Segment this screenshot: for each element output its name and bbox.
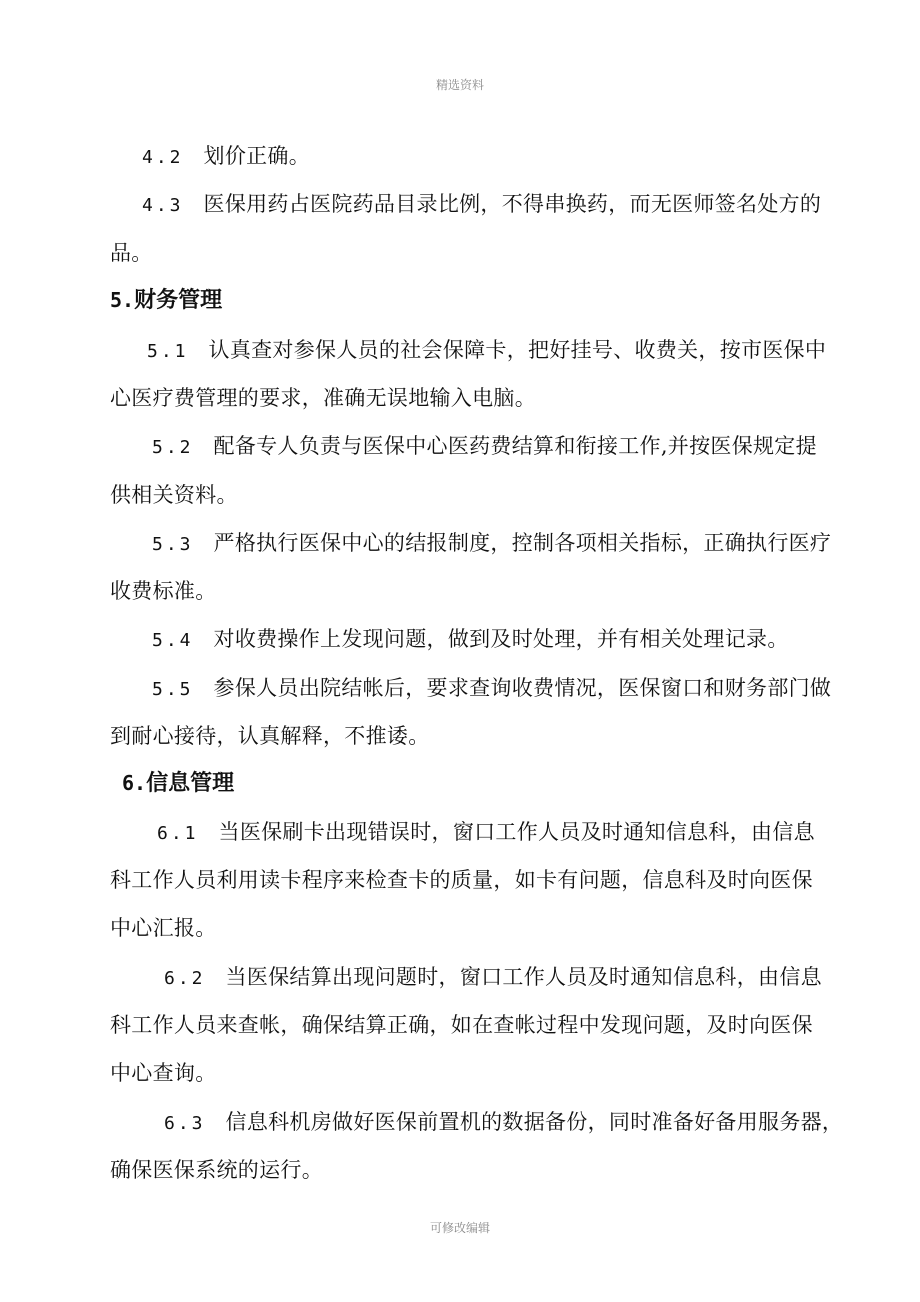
item-text: 当医保结算出现问题时，窗口工作人员及时通知信息科，由信息 <box>225 965 822 989</box>
item-6-1-cont-2: 中心汇报。 <box>110 916 217 940</box>
section-number: 6. <box>122 771 147 795</box>
section-title: 财务管理 <box>134 287 223 313</box>
item-number: 5.1 <box>147 341 189 362</box>
item-5-5-cont: 到耐心接待，认真解释，不推诿。 <box>110 724 430 748</box>
item-text: 信息科机房做好医保前置机的数据备份，同时准备好备用服务器， <box>225 1110 844 1134</box>
item-6-2 <box>164 963 822 993</box>
item-5-5 <box>152 674 831 704</box>
item-number: 5.4 <box>152 630 194 651</box>
item-4-3 <box>142 190 821 220</box>
item-text: 配备专人负责与医保中心医药费结算和衔接工作,并按医保规定提 <box>213 434 817 458</box>
page-footer-note: 可修改编辑 <box>429 1221 490 1235</box>
item-text: 医保用药占医院药品目录比例，不得串换药，而无医师签名处方的 <box>203 192 822 216</box>
item-text: 认真查对参保人员的社会保障卡，把好挂号、收费关，按市医保中 <box>208 338 827 362</box>
item-5-1-cont: 心医疗费管理的要求，准确无误地输入电脑。 <box>110 386 536 410</box>
item-5-3-cont: 收费标准。 <box>110 579 217 603</box>
item-number: 4.3 <box>142 195 184 216</box>
item-6-2-cont-1: 科工作人员来查帐，确保结算正确，如在查帐过程中发现问题，及时向医保 <box>110 1013 813 1037</box>
item-5-3 <box>152 529 831 559</box>
page-header-note: 精选资料 <box>435 78 484 92</box>
section-heading-finance <box>110 285 222 315</box>
item-number: 5.5 <box>152 679 194 700</box>
item-number: 6.2 <box>164 968 206 989</box>
item-6-1 <box>157 818 815 848</box>
section-number: 5. <box>110 288 135 312</box>
item-number: 5.3 <box>152 534 194 555</box>
section-title: 信息管理 <box>146 770 235 796</box>
item-4-3-cont: 品。 <box>110 241 153 265</box>
item-number: 6.3 <box>164 1113 206 1134</box>
section-heading-information <box>122 768 234 798</box>
item-number: 4.2 <box>142 147 184 168</box>
item-4-2 <box>142 142 310 172</box>
item-6-2-cont-2: 中心查询。 <box>110 1061 217 1085</box>
item-5-1 <box>147 336 826 366</box>
item-text: 参保人员出院结帐后，要求查询收费情况，医保窗口和财务部门做 <box>213 676 832 700</box>
item-6-3 <box>164 1108 843 1138</box>
item-5-2 <box>152 432 817 462</box>
item-text: 划价正确。 <box>203 144 311 168</box>
item-5-2-cont: 供相关资料。 <box>110 483 238 507</box>
item-5-4 <box>152 625 789 655</box>
item-6-3-cont: 确保医保系统的运行。 <box>110 1158 323 1182</box>
item-text: 当医保刷卡出现错误时，窗口工作人员及时通知信息科，由信息 <box>218 820 815 844</box>
item-6-1-cont-1: 科工作人员利用读卡程序来检查卡的质量，如卡有问题，信息科及时向医保 <box>110 868 813 892</box>
item-number: 6.1 <box>157 823 199 844</box>
item-number: 5.2 <box>152 437 194 458</box>
item-text: 严格执行医保中心的结报制度，控制各项相关指标，正确执行医疗 <box>213 531 832 555</box>
item-text: 对收费操作上发现问题，做到及时处理，并有相关处理记录。 <box>213 627 789 651</box>
